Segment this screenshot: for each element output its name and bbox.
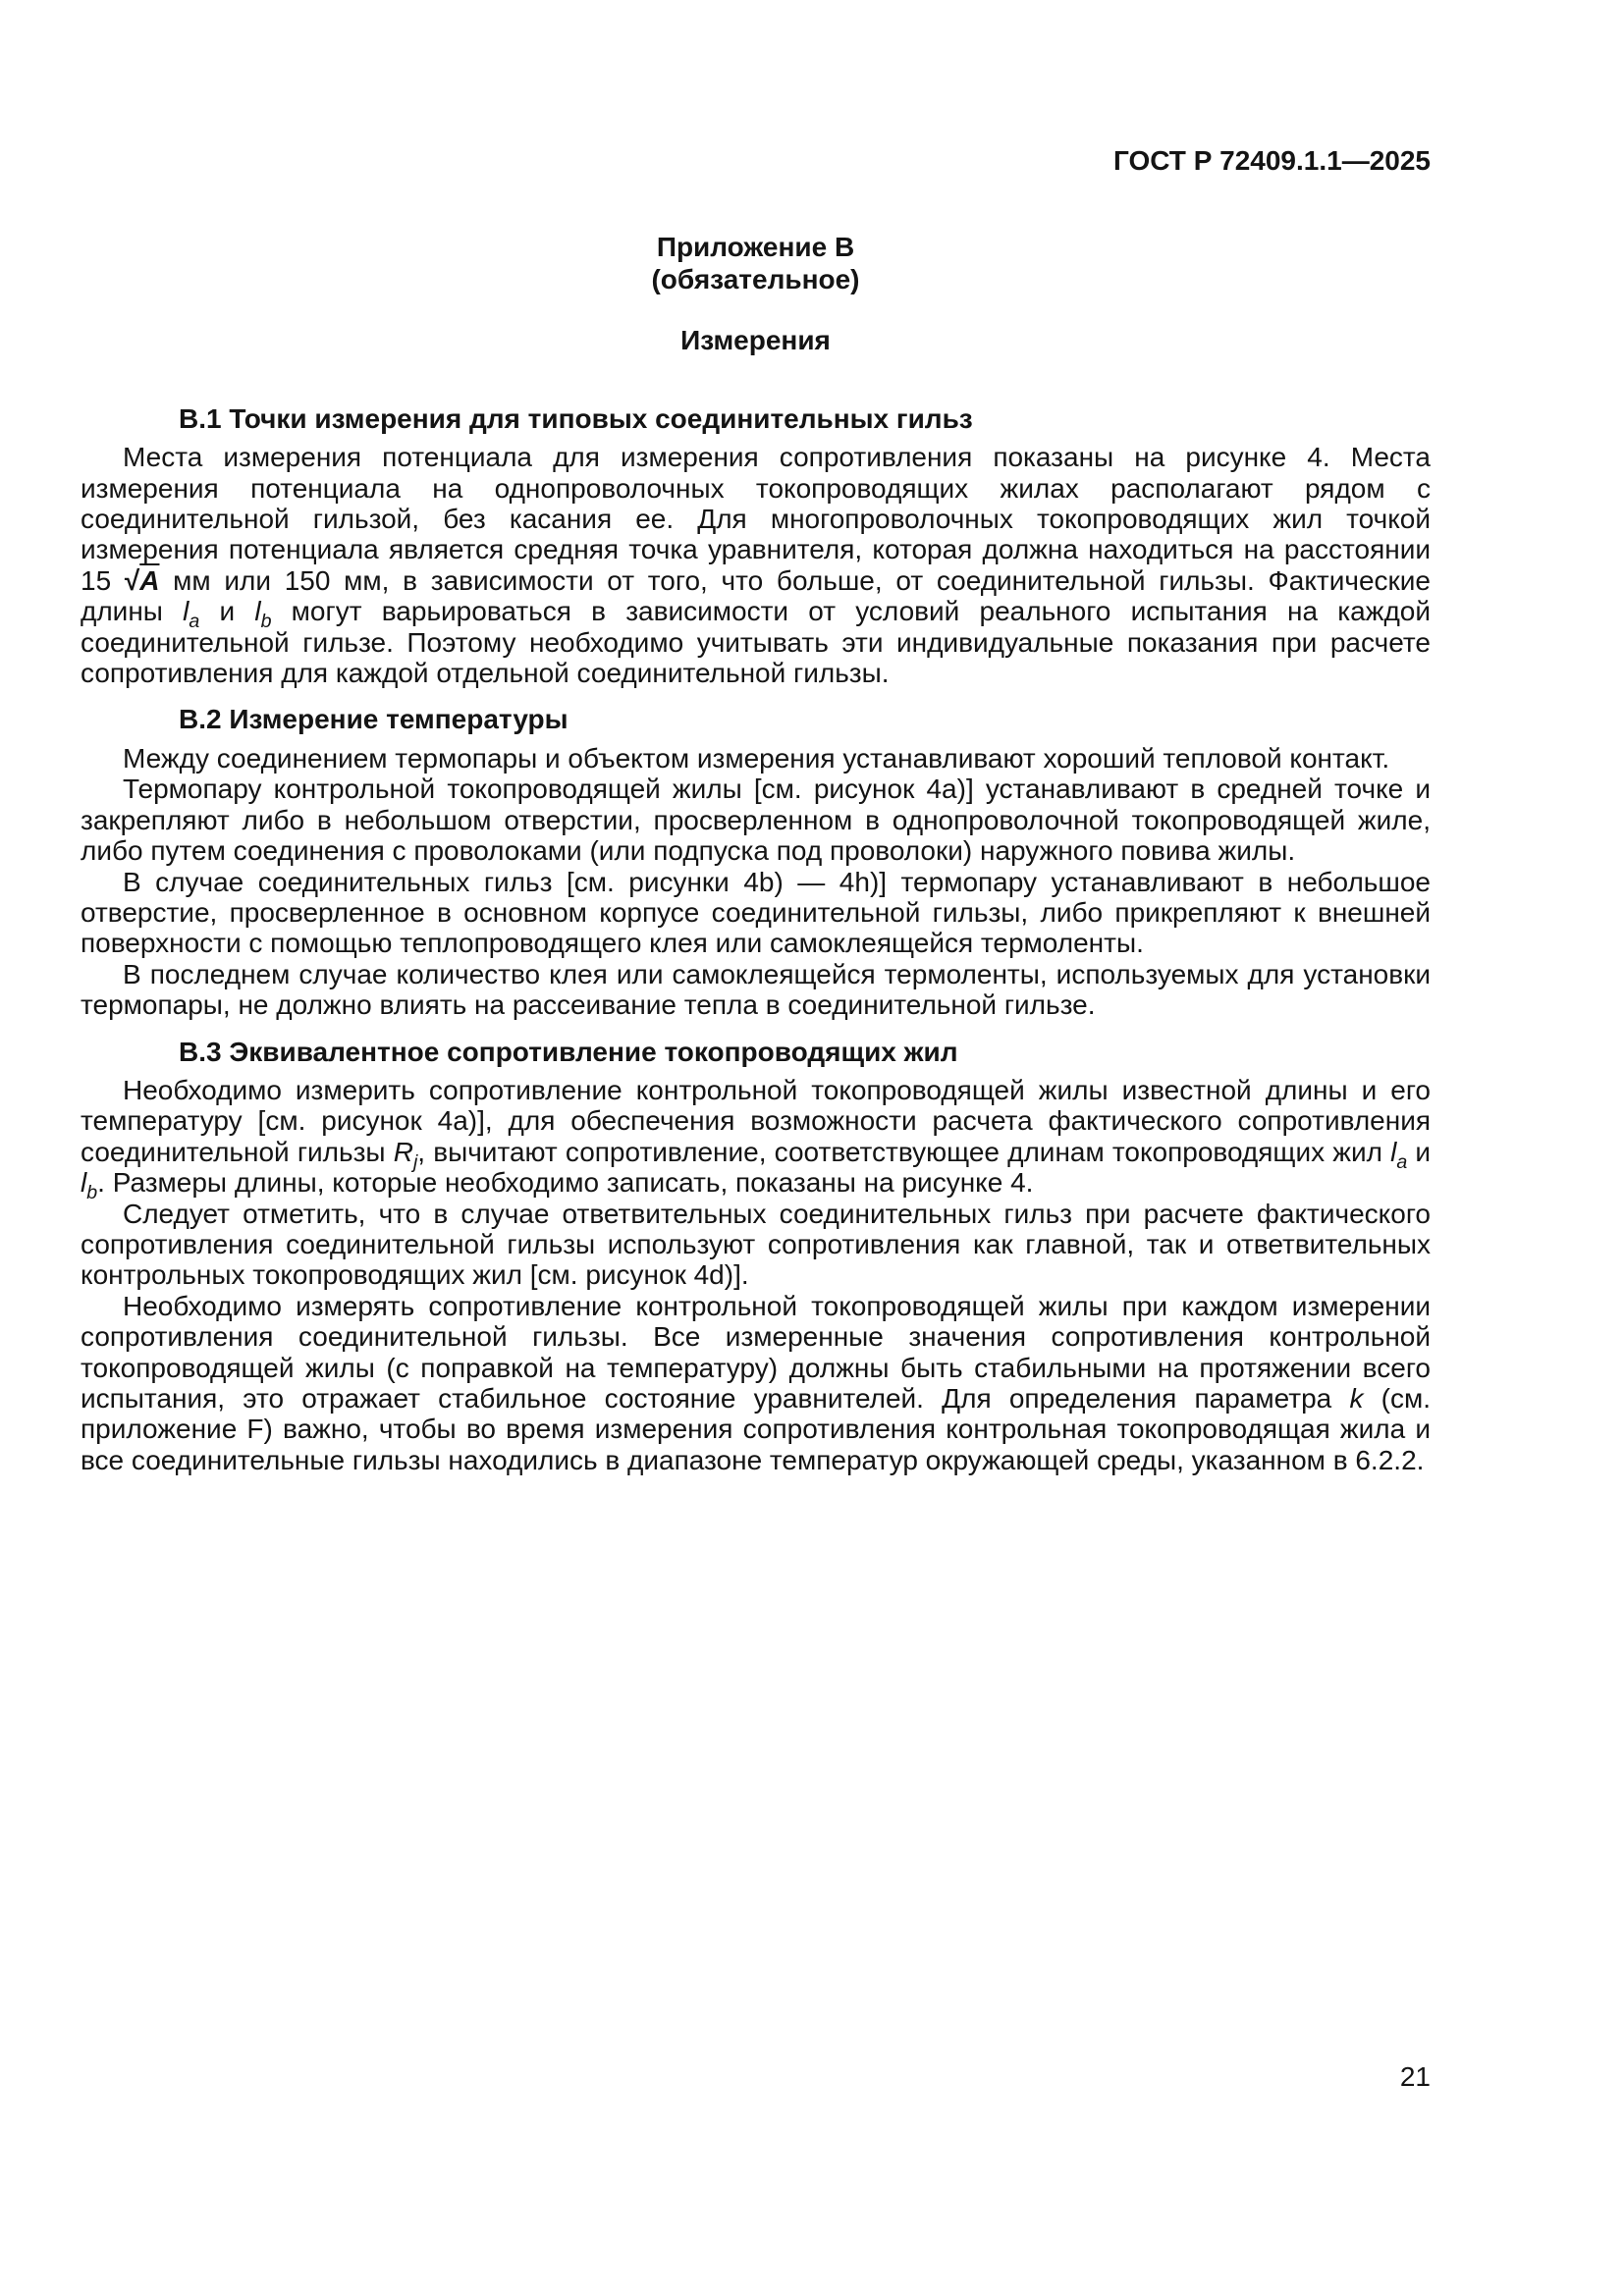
appendix-obligation-label: (обязательное) [651, 264, 860, 295]
section-heading-b1: В.1 Точки измерения для типовых соединительных гильз [179, 402, 973, 434]
section-b-3 [81, 1037, 1431, 1476]
paragraph: Следует отметить, что в случае ответвительных соединительных гильз при расчете фактического сопротивления соединительной гильзы используют сопротивления как главной, так и ответвительных контрольных токопроводящих жил [см. рисунок 4d)]. [81, 1198, 1431, 1291]
appendix-head [81, 231, 1431, 295]
running-header-document-code: ГОСТ Р 72409.1.1—2025 [1113, 145, 1431, 176]
paragraph: В последнем случае количество клея или самоклеящейся термоленты, используемых для установки термопары, не должно влиять на рассеивание тепла в соединительной гильзе. [81, 958, 1431, 1021]
section-heading-b2: В.2 Измерение температуры [179, 704, 568, 735]
paragraph: В случае соединительных гильз [см. рисунки 4b) — 4h)] термопару устанавливают в небольшое отверстие, просверленное в основном корпусе соединительной гильзы, либо прикрепляют к внешней поверхности с помощью теплопроводящего клея или самоклеящейся термоленты. [81, 866, 1431, 959]
appendix-title: Измерения [680, 325, 831, 356]
document-body [81, 403, 1431, 1475]
paragraph: Необходимо измерять сопротивление контрольной токопроводящей жилы при каждом измерении сопротивления соединительной гильзы. Все измеренные значения сопротивления контрольной токопроводящей жилы (с поправкой на температуру) должны быть стабильными на протяжении всего испытания, это отражает стабильное состояние уравнителей. Для определения параметра k (см. приложение F) важно, чтобы во время измерения сопротивления контрольная токопроводящая жила и все соединительные гильзы находились в диапазоне температур окружающей среды, указанном в 6.2.2. [81, 1290, 1432, 1475]
appendix-label: Приложение В [656, 232, 855, 263]
paragraph: Между соединением термопары и объектом измерения устанавливают хороший тепловой контакт. [123, 742, 1390, 774]
section-b-2 [81, 704, 1431, 1020]
paragraph: Термопару контрольной токопроводящей жилы [см. рисунок 4a)] устанавливают в средней точке и закрепляют либо в небольшом отверстии, просверленном в однопроволочной токопроводящей жиле, либо путем соединения с проволоками (или подпуска под проволоки) наружного повива жилы. [81, 774, 1431, 867]
page-number: 21 [1399, 2061, 1431, 2092]
section-b-1 [81, 403, 1431, 689]
paragraph: Места измерения потенциала для измерения сопротивления показаны на рисунке 4. Места измерения потенциала на однопроволочных токопроводящих жилах располагают рядом с соединительной гильзой, без касания ее. Для многопроволочных токопроводящих жил точкой измерения потенциала является средняя точка уравнителя, которая должна находиться на расстоянии 15 √A мм или 150 мм, в зависимости от того, что больше, от соединительной гильзы. Фактические длины $l_a$ и $l_b$ могут варьироваться в зависимости от условий реального испытания на каждой соединительной гильзе. Поэтому необходимо учитывать эти индивидуальные показания при расчете сопротивления для каждой отдельной соединительной гильзы. [81, 442, 1432, 689]
section-heading-b3: В.3 Эквивалентное сопротивление токопроводящих жил [179, 1036, 958, 1067]
paragraph: Необходимо измерить сопротивление контрольной токопроводящей жилы известной длины и его температуру [см. рисунок 4a)], для обеспечения возможности расчета фактического сопротивления соединительной гильзы $R_j$, вычитают сопротивление, соответствующее длинам токопроводящих жил $l_a$ и $l_b$. Размеры длины, которые необходимо записать, показаны на рисунке 4. [81, 1074, 1431, 1204]
